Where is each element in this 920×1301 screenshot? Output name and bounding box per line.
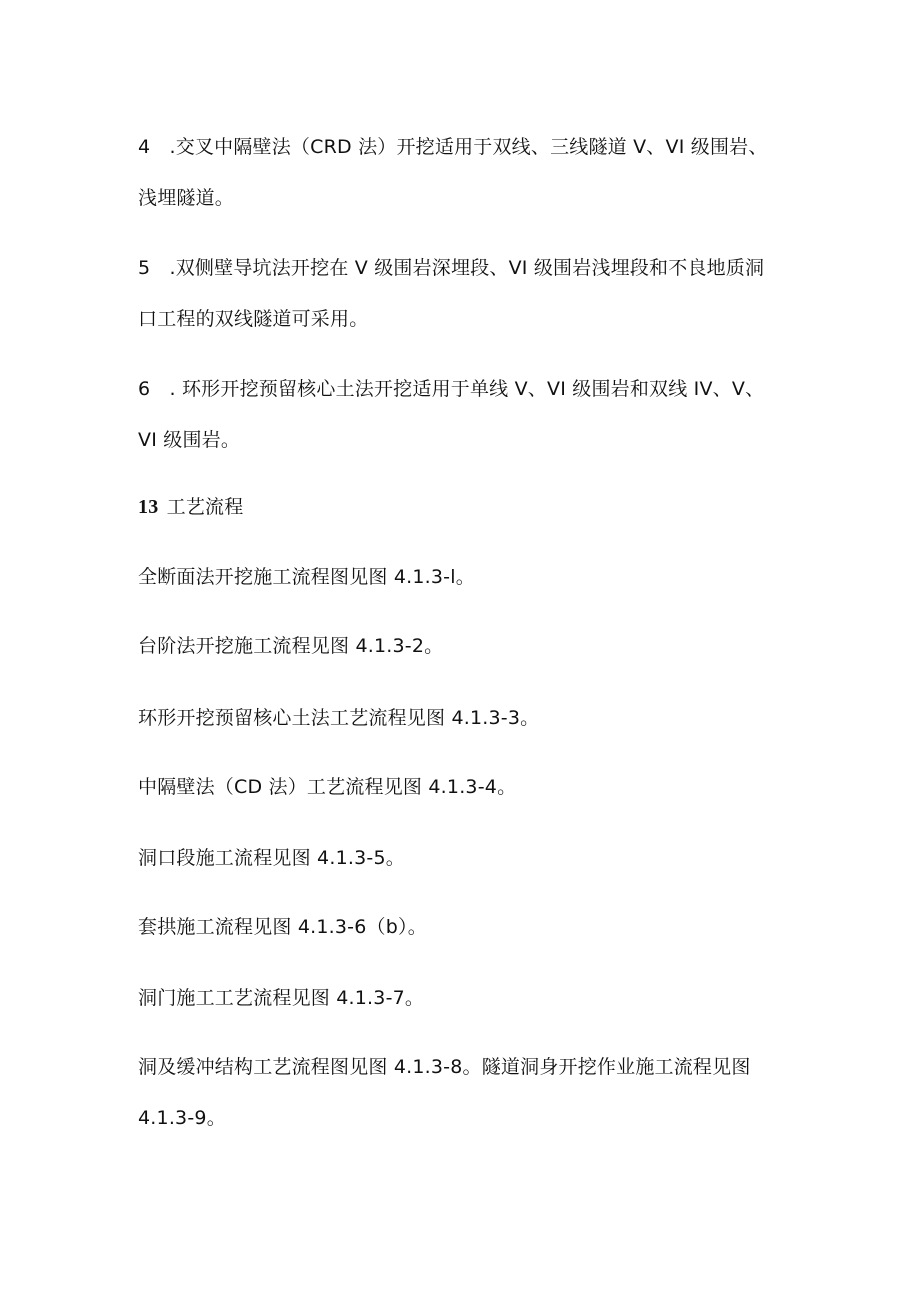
flow-item-4: 中隔壁法（CD 法）工艺流程见图 4.1.3-4。	[138, 776, 517, 798]
section-number: 13	[138, 496, 159, 518]
flow-item-6: 套拱施工流程见图 4.1.3-6（b）。	[138, 916, 427, 938]
section-title: 工艺流程	[166, 496, 244, 518]
item-6-line-2: VI 级围岩。	[138, 429, 241, 451]
flow-item-8-line-2: 4.1.3-9。	[138, 1107, 226, 1129]
flow-item-5: 洞口段施工流程见图 4.1.3-5。	[138, 847, 405, 869]
item-4-line-1: 4 .交叉中隔壁法（CRD 法）开挖适用于双线、三线隧道 V、VI 级围岩、	[138, 136, 768, 158]
section-heading	[138, 494, 243, 520]
flow-item-7: 洞门施工工艺流程见图 4.1.3-7。	[138, 987, 425, 1009]
item-5-line-2: 口工程的双线隧道可采用。	[138, 308, 369, 330]
item-5-line-1: 5 .双侧壁导坑法开挖在 V 级围岩深埋段、VI 级围岩浅埋段和不良地质洞	[138, 257, 765, 279]
flow-item-8-line-1: 洞及缓冲结构工艺流程图见图 4.1.3-8。隧道洞身开挖作业施工流程见图	[138, 1056, 751, 1078]
item-6-line-1: 6 . 环形开挖预留核心土法开挖适用于单线 V、VI 级围岩和双线 IV、V、	[138, 378, 765, 400]
item-4-line-2: 浅埋隧道。	[138, 187, 235, 209]
flow-item-2: 台阶法开挖施工流程见图 4.1.3-2。	[138, 635, 444, 657]
flow-item-1: 全断面法开挖施工流程图见图 4.1.3-l。	[138, 566, 475, 588]
flow-item-3: 环形开挖预留核心土法工艺流程见图 4.1.3-3。	[138, 707, 540, 729]
